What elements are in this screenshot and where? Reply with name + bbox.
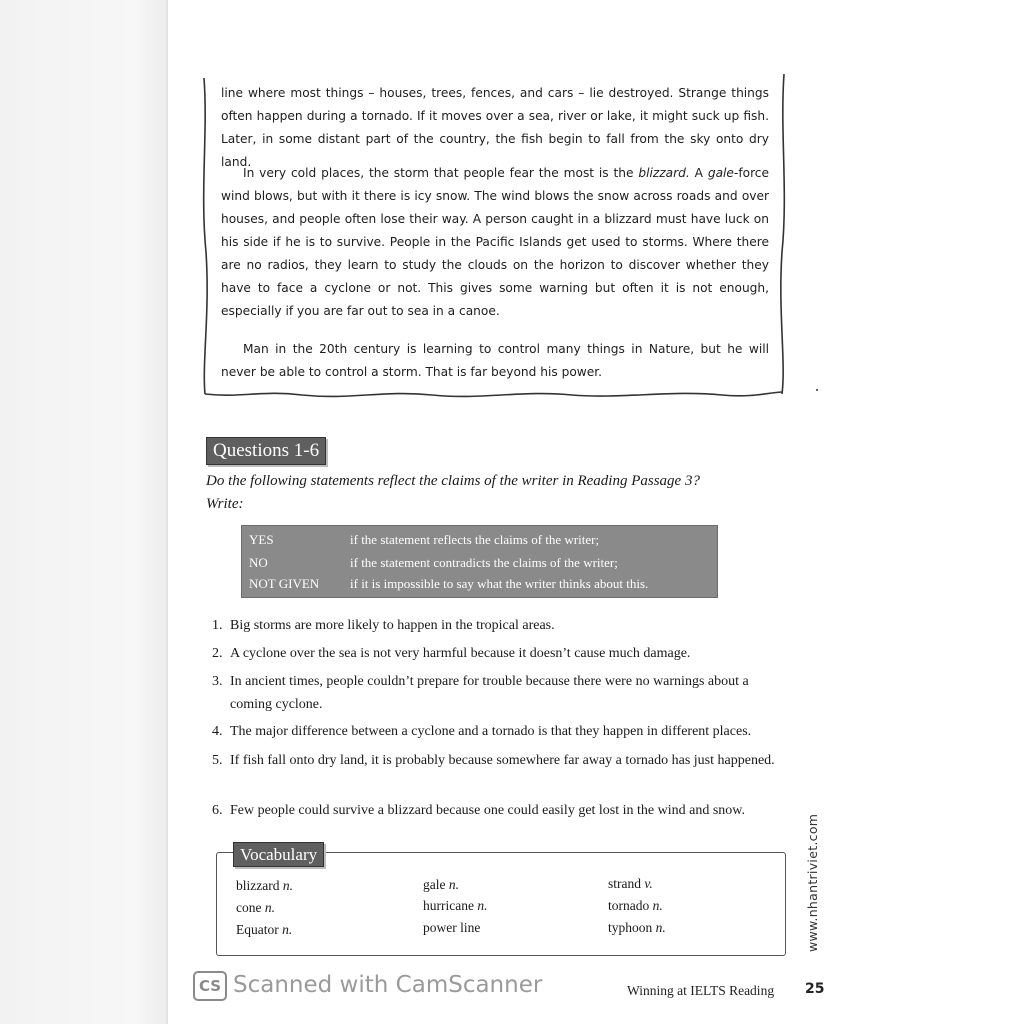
vocab-word: tornado bbox=[608, 898, 650, 913]
question-text: Big storms are more likely to happen in the tropical areas. bbox=[230, 618, 555, 633]
question-text: If fish fall onto dry land, it is probably because somewhere far away a tornado has just happened. bbox=[230, 753, 775, 768]
vocab-item bbox=[608, 918, 666, 938]
instructions-line-1: Do the following statements reflect the claims of the writer in Reading Passage 3? bbox=[206, 473, 700, 489]
instructions-line-2: Write: bbox=[206, 496, 244, 512]
key-term: NO bbox=[249, 555, 268, 570]
vocab-item bbox=[423, 918, 480, 938]
question-text: The major difference between a cyclone and a tornado is that they happen in different places. bbox=[230, 724, 752, 739]
page-edge bbox=[166, 0, 168, 1024]
question-item bbox=[212, 614, 788, 637]
vocab-pos: n. bbox=[652, 898, 663, 913]
camscanner-watermark: Scanned with CamScanner bbox=[233, 972, 543, 998]
question-number: 2. bbox=[212, 646, 223, 661]
passage-paragraph-1: line where most things – houses, trees, fences, and cars – lie destroyed. Strange things often happen during a tornado. If it moves over a sea, river or lake, it might suck up fish. Later, in some distant part of the country, the fish begin to fall from the sky onto dry land. bbox=[221, 86, 769, 169]
key-meaning: if it is impossible to say what the writer thinks about this. bbox=[350, 576, 649, 591]
vocab-word: strand bbox=[608, 876, 641, 891]
question-item bbox=[212, 799, 788, 822]
vocab-item bbox=[423, 875, 459, 895]
page-margin-shadow bbox=[0, 0, 168, 1024]
scan-speck bbox=[816, 389, 818, 391]
vocab-pos: n. bbox=[282, 878, 293, 893]
vocab-word: Equator bbox=[236, 922, 279, 937]
vocab-word: typhoon bbox=[608, 920, 653, 935]
question-item bbox=[212, 642, 788, 665]
vocab-pos: n. bbox=[282, 922, 293, 937]
camscanner-logo-icon: CS bbox=[193, 971, 227, 1001]
question-item bbox=[212, 670, 788, 716]
vocab-word: hurricane bbox=[423, 898, 474, 913]
answer-key-box bbox=[241, 525, 718, 598]
key-row-no bbox=[249, 552, 618, 574]
key-term: NOT GIVEN bbox=[249, 576, 320, 591]
footer-book-title: Winning at IELTS Reading bbox=[627, 983, 775, 998]
vocabulary-box bbox=[216, 852, 786, 956]
question-number: 4. bbox=[212, 724, 223, 739]
vocab-item bbox=[236, 920, 292, 940]
vocab-pos: n. bbox=[264, 900, 275, 915]
question-text: A cyclone over the sea is not very harmful because it doesn’t cause much damage. bbox=[230, 646, 691, 661]
vocab-word: cone bbox=[236, 900, 262, 915]
key-meaning: if the statement contradicts the claims of the writer; bbox=[350, 555, 618, 570]
vocab-pos: n. bbox=[448, 877, 459, 892]
paragraph-2-text-a: In very cold places, the storm that people fear the most is the bbox=[243, 166, 639, 180]
vocab-item bbox=[236, 898, 275, 918]
question-number: 1. bbox=[212, 618, 223, 633]
term-blizzard: blizzard. bbox=[638, 166, 690, 180]
passage-paragraph-2 bbox=[221, 162, 769, 323]
vocab-item bbox=[608, 896, 663, 916]
question-item bbox=[212, 720, 788, 743]
question-text: Few people could survive a blizzard because one could easily get lost in the wind and snow. bbox=[230, 803, 746, 818]
vocab-word: blizzard bbox=[236, 878, 280, 893]
vocab-word: gale bbox=[423, 877, 446, 892]
vocab-item bbox=[423, 896, 487, 916]
term-gale: gale bbox=[707, 166, 734, 180]
vocab-pos: n. bbox=[655, 920, 666, 935]
vocabulary-title: Vocabulary bbox=[233, 842, 324, 867]
key-meaning: if the statement reflects the claims of the writer; bbox=[350, 532, 600, 547]
reading-passage-box bbox=[202, 72, 786, 396]
question-text: In ancient times, people couldn’t prepare for trouble because there were no warnings about a coming cyclone. bbox=[230, 674, 749, 712]
side-watermark: www.nhantriviet.com bbox=[805, 813, 820, 952]
questions-heading: Questions 1-6 bbox=[206, 437, 326, 465]
vocab-pos: n. bbox=[477, 898, 488, 913]
instructions bbox=[206, 470, 766, 516]
vocab-item bbox=[608, 874, 653, 894]
question-number: 6. bbox=[212, 803, 223, 818]
vocab-word: power line bbox=[423, 920, 481, 935]
passage-paragraph-3: Man in the 20th century is learning to control many things in Nature, but he will never be able to control a storm. That is far beyond his power. bbox=[221, 342, 769, 379]
key-row-not-given bbox=[249, 573, 648, 595]
paragraph-2-text-c: -force wind blows, but with it there is icy snow. The wind blows the snow across roads and over houses, and people often lose their way. A person caught in a blizzard must have luck on his side if he is to survive. People in the Pacific Islands get used to storms. Where there are no radios, they learn to study the clouds on the horizon to discover whether they have to face a cyclone or not. This gives some warning but often it is not enough, especially if you are far out to sea in a canoe. bbox=[221, 166, 770, 318]
vocab-item bbox=[236, 876, 293, 896]
key-row-yes bbox=[249, 529, 599, 551]
question-number: 3. bbox=[212, 674, 223, 689]
question-number: 5. bbox=[212, 753, 223, 768]
key-term: YES bbox=[249, 532, 274, 547]
page-number: 25 bbox=[805, 981, 825, 997]
question-item bbox=[212, 749, 788, 772]
paragraph-2-text-b: A bbox=[689, 166, 708, 180]
vocab-pos: v. bbox=[644, 876, 653, 891]
